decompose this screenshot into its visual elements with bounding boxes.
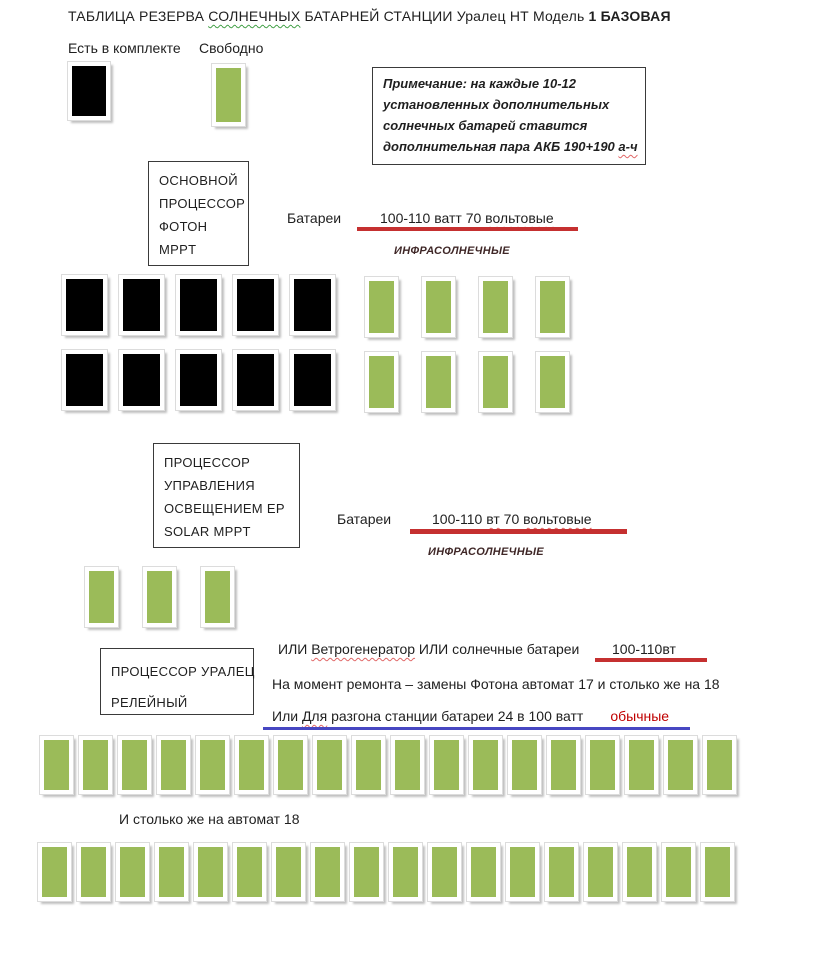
note-line-1: Примечание: на каждые 10-12 — [383, 76, 577, 91]
battery-free-cell — [157, 736, 190, 794]
battery-free-cell — [118, 736, 151, 794]
sec3-line-c-misspelled: Для — [301, 708, 328, 724]
proc3-line-1: ПРОЦЕССОР УРАЛЕЦ — [111, 664, 255, 679]
sec3-line-a-value: 100-110вт — [612, 641, 676, 657]
proc1-line-2: ПРОЦЕССОР — [159, 196, 246, 211]
battery-free-cell — [235, 736, 268, 794]
note-box — [372, 67, 646, 165]
battery-free-cell — [625, 736, 658, 794]
proc1-line-1: ОСНОВНОЙ — [159, 173, 238, 188]
battery-filled-cell — [233, 275, 278, 335]
battery-free-cell — [469, 736, 502, 794]
battery-free-cell — [662, 843, 695, 901]
sec2-value-text-2: 70 — [499, 511, 524, 527]
sec1-row2-free — [365, 352, 569, 412]
battery-free-cell — [77, 843, 110, 901]
legend-swatch-in-kit — [68, 62, 110, 120]
battery-free-cell — [196, 736, 229, 794]
battery-free-cell — [586, 736, 619, 794]
battery-filled-cell — [119, 350, 164, 410]
sec3-line-c-text-1: Или — [272, 708, 302, 724]
bottom-caption: И столько же на автомат 18 — [119, 811, 300, 827]
battery-free-cell — [85, 567, 118, 627]
battery-free-cell — [272, 843, 305, 901]
proc1-line-3: ФОТОН — [159, 219, 208, 234]
sec3-line-a-text-2: ИЛИ солнечные батареи — [415, 641, 580, 657]
battery-free-cell — [38, 843, 71, 901]
proc2-line-2: УПРАВЛЕНИЯ — [164, 478, 255, 493]
battery-free-cell — [274, 736, 307, 794]
battery-free-cell — [143, 567, 176, 627]
battery-free-cell — [428, 843, 461, 901]
battery-free-cell — [155, 843, 188, 901]
sec1-row1-free — [365, 277, 569, 337]
title-misspelled-word: СОЛНЕЧНЫХ — [208, 8, 301, 24]
battery-free-cell — [584, 843, 617, 901]
battery-free-cell — [664, 736, 697, 794]
battery-filled-cell — [176, 350, 221, 410]
legend-label-free: Свободно — [199, 40, 264, 56]
sec2-value-text-1: 100-110 — [432, 511, 487, 527]
battery-filled-cell — [176, 275, 221, 335]
battery-free-cell — [311, 843, 344, 901]
sec2-value-misspelled-2: вольтовые — [523, 511, 592, 527]
processor-box-foton — [148, 161, 249, 266]
battery-free-cell — [194, 843, 227, 901]
red-underline-sec2 — [410, 529, 627, 534]
battery-filled-cell — [290, 275, 335, 335]
battery-free-cell — [233, 843, 266, 901]
bottom-row-2 — [38, 843, 734, 901]
battery-free-cell — [79, 736, 112, 794]
battery-free-cell — [352, 736, 385, 794]
note-line-4-misspelled: а-ч — [618, 139, 638, 154]
battery-free-cell — [389, 843, 422, 901]
battery-free-cell — [350, 843, 383, 901]
battery-free-cell — [623, 843, 656, 901]
legend-label-in-kit: Есть в комплекте — [68, 40, 181, 56]
sec1-batteries-value — [380, 210, 554, 226]
battery-filled-cell — [290, 350, 335, 410]
note-line-4-text: дополнительная пара АКБ 190+190 — [383, 139, 619, 154]
battery-free-cell — [422, 352, 455, 412]
processor-box-ep-solar — [153, 443, 300, 548]
sec1-batteries-label: Батареи — [287, 210, 342, 226]
proc1-line-4: MPPT — [159, 242, 197, 257]
battery-free-cell — [365, 277, 398, 337]
page-title — [68, 8, 671, 24]
sec2-batteries-value — [432, 511, 592, 527]
note-line-4 — [383, 136, 638, 157]
sec3-line-c-red-word: обычные — [610, 708, 670, 724]
battery-free-cell — [506, 843, 539, 901]
battery-free-cell — [547, 736, 580, 794]
sec1-row1-filled — [62, 275, 335, 335]
sec2-batteries-label: Батареи — [337, 511, 392, 527]
battery-free-cell — [201, 567, 234, 627]
battery-free-cell — [467, 843, 500, 901]
battery-filled-cell — [62, 350, 107, 410]
sec1-value-misspelled: вольтовые — [485, 210, 554, 226]
sec2-row-free — [85, 567, 234, 627]
sec1-value-text: 100-110 ватт 70 — [380, 210, 486, 226]
battery-free-cell — [40, 736, 73, 794]
legend-swatch-free — [212, 64, 245, 126]
sec3-line-a — [278, 641, 579, 657]
title-model-bold: 1 БАЗОВАЯ — [588, 8, 671, 24]
battery-free-cell — [536, 352, 569, 412]
title-part2: БАТАРНЕЙ СТАНЦИИ Уралец НТ Модель — [300, 8, 589, 24]
sec3-line-a-misspelled: Ветрогенератор — [311, 641, 416, 657]
battery-free-cell — [391, 736, 424, 794]
sec3-line-b: На момент ремонта – замены Фотона автомат 17 и столько же на 18 — [272, 676, 720, 692]
red-underline-sec1 — [357, 227, 578, 231]
battery-free-cell — [365, 352, 398, 412]
blue-underline — [263, 727, 690, 730]
proc3-line-2: РЕЛЕЙНЫЙ — [111, 695, 188, 710]
title-part1: ТАБЛИЦА РЕЗЕРВА — [68, 8, 209, 24]
battery-free-cell — [479, 352, 512, 412]
sec1-row2-filled — [62, 350, 335, 410]
battery-free-cell — [536, 277, 569, 337]
sec3-line-c-text-2: разгона станции батареи 24 в 100 ватт — [327, 708, 584, 724]
battery-free-cell — [116, 843, 149, 901]
sec2-value-misspelled-1: вт — [486, 511, 500, 527]
note-line-3: солнечных батарей ставится — [383, 118, 588, 133]
note-line-2: установленных дополнительных — [383, 97, 610, 112]
proc2-line-4: SOLAR MPPT — [164, 524, 251, 539]
sec1-subtitle: ИНФРАСОЛНЕЧНЫЕ — [394, 245, 510, 257]
battery-filled-cell — [233, 350, 278, 410]
battery-free-cell — [422, 277, 455, 337]
proc2-line-3: ОСВЕЩЕНИЕМ EP — [164, 501, 285, 516]
battery-free-cell — [313, 736, 346, 794]
battery-free-cell — [701, 843, 734, 901]
battery-filled-cell — [119, 275, 164, 335]
battery-free-cell — [703, 736, 736, 794]
red-underline-sec3 — [595, 658, 707, 662]
sec2-subtitle: ИНФРАСОЛНЕЧНЫЕ — [428, 546, 544, 558]
bottom-row-1 — [40, 736, 736, 794]
battery-free-cell — [508, 736, 541, 794]
battery-free-cell — [545, 843, 578, 901]
proc2-line-1: ПРОЦЕССОР — [164, 455, 251, 470]
sec3-line-c — [272, 708, 669, 724]
sec3-line-a-text-1: ИЛИ — [278, 641, 312, 657]
battery-free-cell — [430, 736, 463, 794]
battery-filled-cell — [62, 275, 107, 335]
processor-box-uralec — [100, 648, 254, 715]
battery-free-cell — [479, 277, 512, 337]
